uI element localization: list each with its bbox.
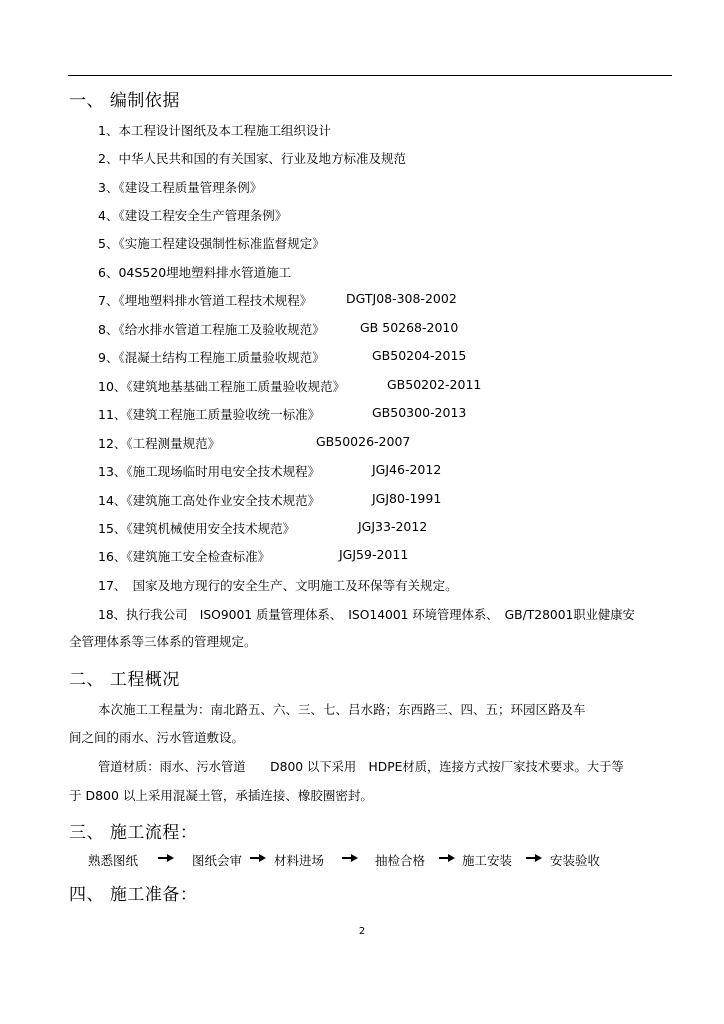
heading-process: 三、 施工流程：	[69, 823, 198, 843]
flow-step-1: 熟悉图纸	[88, 853, 139, 868]
flow-arrow-icon	[342, 857, 356, 859]
basis-item-15	[98, 519, 428, 537]
basis-item-7	[98, 291, 457, 309]
standard-code: GB 50268-2010	[360, 320, 459, 335]
basis-item-text: 17、 国家及地方现行的安全生产、文明施工及环保等有关规定。	[98, 578, 458, 593]
flow-arrow-icon	[250, 857, 264, 859]
basis-item-text: 9、《混凝土结构工程施工质量验收规范》	[98, 350, 325, 365]
basis-item-17	[98, 576, 458, 594]
basis-item-text: 7、《埋地塑料排水管道工程技术规程》	[98, 293, 313, 308]
basis-item-text: 1、本工程设计图纸及本工程施工组织设计	[98, 123, 331, 138]
heading-overview: 二、 工程概况	[69, 670, 180, 690]
basis-item-text: 11、《建筑工程施工质量验收统一标准》	[98, 407, 321, 422]
process-flow	[88, 851, 668, 869]
standard-code: DGTJ08-308-2002	[346, 291, 457, 306]
basis-item-18-line2: 全管理体系等三体系的管理规定。	[69, 634, 257, 649]
basis-item-13	[98, 462, 442, 480]
basis-item-10	[98, 377, 482, 395]
basis-item-text: 6、04S520埋地塑料排水管道施工	[98, 265, 292, 280]
basis-item-5	[98, 234, 325, 252]
standard-code: GB50300-2013	[372, 405, 467, 420]
basis-item-6	[98, 263, 291, 281]
flow-arrow-icon	[439, 857, 453, 859]
overview-line-4: 于 D800 以上采用混凝土管，承插连接、橡胶圈密封。	[69, 788, 373, 803]
flow-arrow-icon	[158, 857, 172, 859]
basis-item-12	[98, 434, 411, 452]
overview-line-3: 管道材质：雨水、污水管道 D800 以下采用 HDPE材质，连接方式按厂家技术要求。大于等	[98, 760, 624, 774]
basis-item-9	[98, 348, 467, 366]
standard-code: JGJ46-2012	[372, 462, 442, 477]
page-number: 2	[358, 926, 366, 937]
basis-item-text: 16、《建筑施工安全检查标准》	[98, 549, 271, 564]
basis-item-text: 5、《实施工程建设强制性标准监督规定》	[98, 236, 325, 251]
flow-step-3: 材料进场	[274, 853, 325, 868]
top-rule	[68, 75, 672, 76]
flow-step-5: 施工安装	[462, 853, 513, 868]
heading-basis: 一、 编制依据	[69, 91, 180, 111]
standard-code: GB50026-2007	[316, 434, 411, 449]
basis-item-14	[98, 491, 442, 509]
overview-line-2: 间之间的雨水、污水管道敷设。	[69, 730, 245, 745]
basis-item-11	[98, 405, 467, 423]
standard-code: GB50204-2015	[372, 348, 467, 363]
overview-line-1: 本次施工工程量为：南北路五、六、三、七、吕水路；东西路三、四、五；环园区路及车	[98, 702, 586, 717]
basis-item-4	[98, 206, 287, 224]
basis-item-2	[98, 149, 406, 167]
basis-item-text: 15、《建筑机械使用安全技术规范》	[98, 521, 296, 536]
basis-item-3	[98, 178, 262, 196]
basis-item-text: 8、《给水排水管道工程施工及验收规范》	[98, 322, 325, 337]
standard-code: JGJ80-1991	[372, 491, 442, 506]
basis-item-1	[98, 121, 331, 139]
basis-item-text: 14、《建筑施工高处作业安全技术规范》	[98, 493, 321, 508]
flow-step-6: 安装验收	[550, 853, 601, 868]
basis-item-8	[98, 320, 459, 338]
flow-step-4: 抽检合格	[375, 853, 426, 868]
flow-arrow-icon	[526, 857, 540, 859]
standard-code: JGJ33-2012	[358, 519, 428, 534]
standard-code: JGJ59-2011	[339, 547, 409, 562]
basis-item-text: 10、《建筑地基基础工程施工质量验收规范》	[98, 379, 346, 394]
standard-code: GB50202-2011	[387, 377, 482, 392]
flow-step-2: 图纸会审	[192, 853, 243, 868]
basis-item-text: 2、中华人民共和国的有关国家、行业及地方标准及规范	[98, 151, 406, 166]
heading-preparation: 四、 施工准备：	[69, 885, 198, 905]
basis-item-text: 12、《工程测量规范》	[98, 436, 221, 451]
basis-item-text: 3、《建设工程质量管理条例》	[98, 180, 263, 195]
basis-item-text: 13、《施工现场临时用电安全技术规程》	[98, 464, 321, 479]
basis-item-18-line1: 18、执行我公司 ISO9001 质量管理体系、 ISO14001 环境管理体系、 GB/T28001职业健康安	[98, 608, 635, 622]
basis-item-text: 4、《建设工程安全生产管理条例》	[98, 208, 288, 223]
basis-item-16	[98, 547, 409, 565]
